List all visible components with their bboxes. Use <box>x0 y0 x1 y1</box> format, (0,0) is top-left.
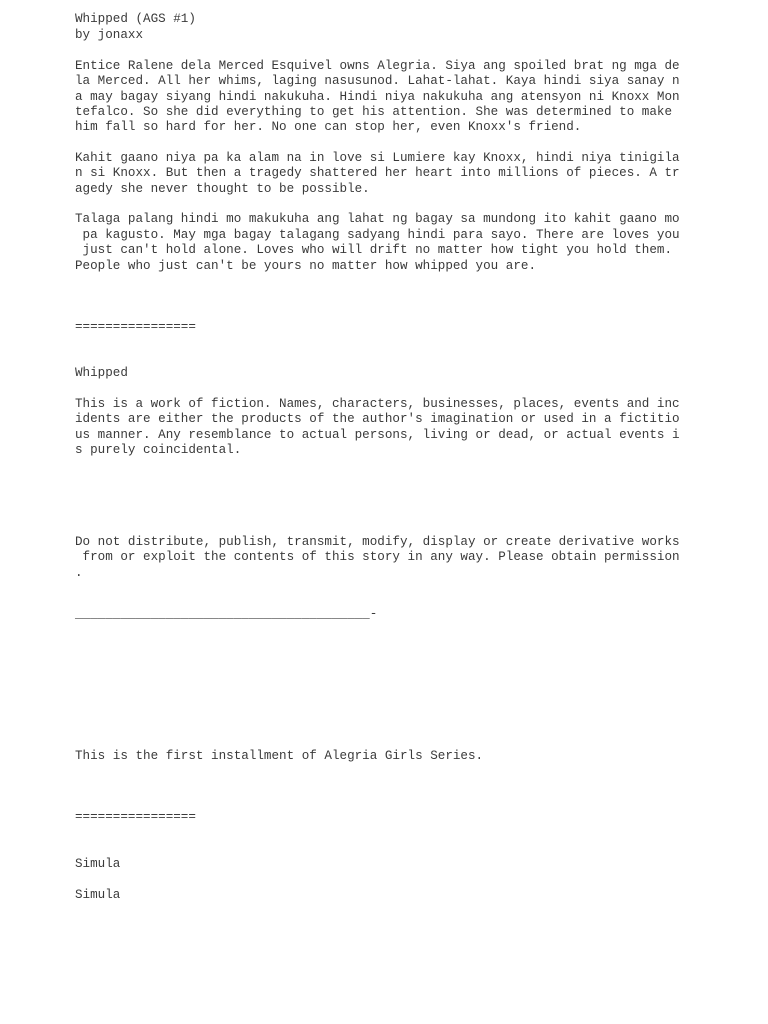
separator: ================ <box>75 320 196 334</box>
copyright-line: from or exploit the contents of this story in any way. Please obtain permission <box>75 550 680 564</box>
synopsis-line: pa kagusto. May mga bagay talagang sadyang hindi para sayo. There are loves you <box>75 228 680 242</box>
underline-rule: _______________________________________- <box>75 607 378 621</box>
synopsis-line: Entice Ralene dela Merced Esquivel owns Alegria. Siya ang spoiled brat ng mga de <box>75 59 680 73</box>
disclaimer-line: s purely coincidental. <box>75 443 242 457</box>
synopsis-line: People who just can't be yours no matter how whipped you are. <box>75 259 537 273</box>
synopsis-line: la Merced. All her whims, laging nasusunod. Lahat-lahat. Kaya hindi siya sanay n <box>75 74 680 88</box>
disclaimer-line: idents are either the products of the author's imagination or used in a fictitio <box>75 412 680 426</box>
chapter-heading: Simula <box>75 857 121 871</box>
synopsis-line: just can't hold alone. Loves who will drift no matter how tight you hold them. <box>75 243 673 257</box>
author-byline: by jonaxx <box>75 28 144 42</box>
synopsis-line: agedy she never thought to be possible. <box>75 182 370 196</box>
book-title: Whipped <box>75 366 128 380</box>
synopsis-line: tefalco. So she did everything to get his attention. She was determined to make <box>75 105 673 119</box>
synopsis-line: a may bagay siyang hindi nakukuha. Hindi niya nakukuha ang atensyon ni Knoxx Mon <box>75 90 680 104</box>
synopsis-line: n si Knoxx. But then a tragedy shattered her heart into millions of pieces. A tr <box>75 166 680 180</box>
copyright-line: . <box>75 566 83 580</box>
story-title: Whipped (AGS #1) <box>75 12 196 26</box>
separator: ================ <box>75 810 196 824</box>
disclaimer-line: us manner. Any resemblance to actual persons, living or dead, or actual events i <box>75 428 680 442</box>
synopsis-line: Kahit gaano niya pa ka alam na in love si Lumiere kay Knoxx, hindi niya tinigila <box>75 151 680 165</box>
disclaimer-line: This is a work of fiction. Names, characters, businesses, places, events and inc <box>75 397 680 411</box>
chapter-subheading: Simula <box>75 888 121 902</box>
copyright-line: Do not distribute, publish, transmit, modify, display or create derivative works <box>75 535 680 549</box>
series-note: This is the first installment of Alegria Girls Series. <box>75 749 484 763</box>
synopsis-line: him fall so hard for her. No one can stop her, even Knoxx's friend. <box>75 120 582 134</box>
synopsis-line: Talaga palang hindi mo makukuha ang lahat ng bagay sa mundong ito kahit gaano mo <box>75 212 680 226</box>
